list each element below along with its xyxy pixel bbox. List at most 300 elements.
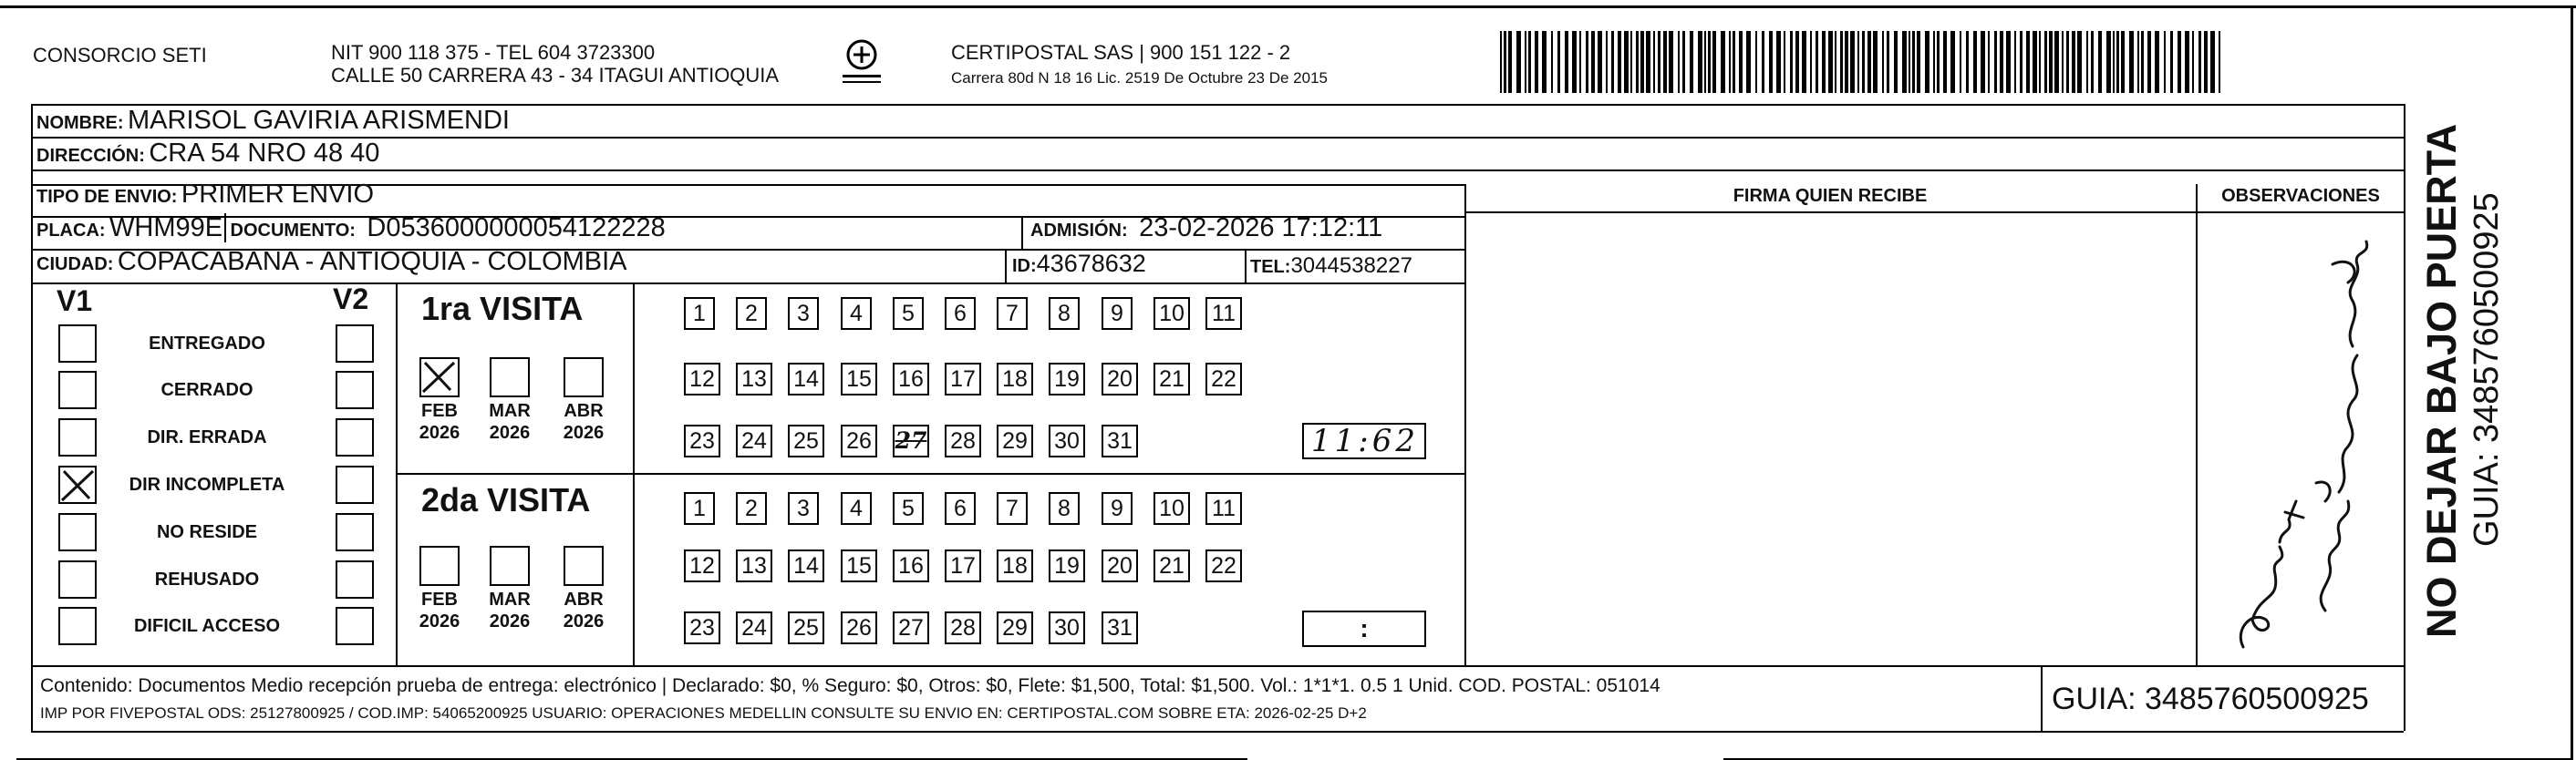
barcode-bar	[1912, 31, 1915, 93]
barcode-bar	[1762, 31, 1764, 93]
day-box[interactable]	[997, 363, 1033, 395]
side-warning: NO DEJAR BAJO PUERTA	[2418, 123, 2465, 638]
barcode-bar	[1867, 31, 1871, 93]
day-box[interactable]	[945, 492, 976, 525]
observaciones-header: OBSERVACIONES	[2221, 186, 2380, 206]
barcode-bar	[1565, 31, 1568, 93]
day-number: 23	[689, 615, 715, 641]
day-number: 27	[898, 615, 924, 641]
day-box[interactable]	[1049, 611, 1085, 644]
day-box[interactable]	[684, 363, 720, 395]
v2-checkbox[interactable]	[336, 466, 374, 504]
footer-line2: IMP POR FIVEPOSTAL ODS: 25127800925 / COD.IMP: 54065200925 USUARIO: OPERACIONES MEDELLIN CONSULTE SU ENVIO EN: CERTIPOSTAL.COM SOBRE ETA: 2026-02-25 D+2	[40, 704, 1367, 722]
barcode-bar	[1981, 31, 1985, 93]
day-number: 9	[1111, 496, 1123, 521]
day-box[interactable]	[841, 297, 872, 330]
barcode-bar	[2054, 31, 2059, 93]
day-box[interactable]	[788, 492, 819, 525]
barcode-bar	[1690, 31, 1693, 93]
status-label: CERRADO	[160, 380, 253, 400]
id-cell	[1012, 250, 1146, 278]
month-year: 2026	[419, 423, 460, 443]
ciudad-value: COPACABANA - ANTIOQUIA - COLOMBIA	[117, 247, 627, 276]
barcode-bar	[1887, 31, 1889, 93]
first-visit-time-box[interactable]	[1302, 423, 1426, 459]
barcode-bar	[1646, 31, 1650, 93]
day-number: 7	[1006, 301, 1019, 326]
second-visit-time: :	[1360, 614, 1369, 642]
ciudad-row	[36, 247, 627, 277]
day-number: 16	[898, 553, 924, 579]
day-number: 28	[950, 428, 976, 454]
placa-label: PLACA:	[36, 221, 106, 241]
barcode-bar	[2039, 31, 2041, 93]
barcode-bar	[2147, 31, 2151, 93]
day-box[interactable]	[841, 492, 872, 525]
barcode-bar	[2098, 31, 2102, 93]
id-label: ID:	[1012, 256, 1037, 276]
day-number: 18	[1002, 366, 1028, 392]
barcode-bar	[2072, 31, 2075, 93]
day-box[interactable]	[736, 549, 772, 582]
tel-value: 3044538227	[1290, 253, 1412, 278]
day-box[interactable]	[788, 363, 824, 395]
barcode-bar	[2066, 31, 2069, 93]
barcode-bar	[1698, 31, 1702, 93]
barcode-bar	[1937, 31, 1940, 93]
barcode-bar	[1712, 31, 1716, 93]
first-visit-time: 11:62	[1311, 423, 1419, 459]
day-number: 8	[1058, 496, 1071, 521]
day-box[interactable]	[1205, 549, 1242, 582]
month-checkbox[interactable]	[490, 357, 530, 397]
day-number: 10	[1159, 301, 1185, 326]
day-number: 3	[797, 496, 810, 521]
barcode-bar	[1746, 31, 1751, 93]
barcode-bar	[1755, 31, 1757, 93]
barcode-bar	[1682, 31, 1685, 93]
barcode-bar	[1845, 31, 1848, 93]
day-number: 5	[902, 496, 915, 521]
day-number: 13	[741, 366, 767, 392]
day-box[interactable]	[997, 549, 1033, 582]
barcode-bar	[2062, 31, 2064, 93]
observation-handwriting	[2225, 228, 2389, 656]
direccion-row	[36, 139, 379, 169]
day-number: 29	[1002, 428, 1028, 454]
direccion-label: DIRECCIÓN:	[36, 146, 145, 166]
day-box[interactable]	[1154, 549, 1190, 582]
day-box[interactable]	[1102, 611, 1138, 644]
barcode-bar	[1557, 31, 1560, 93]
barcode-bar	[1850, 31, 1855, 93]
day-number: 12	[689, 553, 715, 579]
barcode-bar	[1925, 31, 1929, 93]
day-number: 6	[954, 496, 967, 521]
barcode-bar	[2219, 31, 2220, 93]
day-box[interactable]	[1102, 492, 1133, 525]
day-number: 15	[846, 366, 872, 392]
day-box[interactable]	[1205, 363, 1242, 395]
barcode-bar	[2077, 31, 2082, 93]
day-box[interactable]	[736, 611, 772, 644]
barcode-bar	[2192, 31, 2194, 93]
barcode-bar	[1598, 31, 1602, 93]
barcode-bar	[1790, 31, 1793, 93]
barcode-bar	[2026, 31, 2030, 93]
barcode	[1500, 31, 2225, 93]
day-box[interactable]	[736, 363, 772, 395]
firma-header: FIRMA QUIEN RECIBE	[1733, 186, 1928, 206]
day-number: 9	[1111, 301, 1123, 326]
v1-checkbox[interactable]	[58, 560, 97, 599]
day-box[interactable]	[1154, 363, 1190, 395]
barcode-bar	[2178, 31, 2181, 93]
barcode-bar	[1669, 31, 1673, 93]
month-checkbox[interactable]	[419, 357, 460, 397]
day-box[interactable]	[684, 297, 715, 330]
day-box[interactable]	[1205, 297, 1242, 330]
barcode-bar	[2020, 31, 2023, 93]
nombre-row	[36, 106, 510, 136]
day-box[interactable]	[684, 492, 715, 525]
barcode-bar	[1840, 31, 1843, 93]
tipo-envio-label: TIPO DE ENVIO:	[36, 187, 178, 207]
v1-checkbox[interactable]	[58, 607, 97, 645]
day-box[interactable]	[841, 549, 877, 582]
day-number: 7	[1006, 496, 1019, 521]
day-number: 26	[846, 615, 872, 641]
barcode-bar	[2164, 31, 2166, 93]
day-number: 12	[689, 366, 715, 392]
barcode-bar	[1810, 31, 1812, 93]
month-year: 2026	[563, 611, 605, 632]
barcode-bar	[1508, 31, 1512, 93]
barcode-bar	[1591, 31, 1595, 93]
barcode-bar	[1636, 31, 1639, 93]
barcode-bar	[1618, 31, 1621, 93]
v2-checkbox[interactable]	[336, 607, 374, 645]
month-label: ABR	[564, 401, 604, 421]
day-box[interactable]	[997, 492, 1028, 525]
day-box[interactable]	[1154, 492, 1190, 525]
day-box[interactable]	[736, 297, 767, 330]
carrier-name: CERTIPOSTAL SAS | 900 151 122 - 2	[951, 41, 1291, 64]
barcode-bar	[1795, 31, 1799, 93]
day-box[interactable]	[945, 363, 981, 395]
day-number: 24	[741, 615, 767, 641]
day-number: 23	[689, 428, 715, 454]
day-box[interactable]	[684, 549, 720, 582]
barcode-bar	[2086, 31, 2088, 93]
month-checkbox[interactable]	[419, 546, 460, 586]
day-number: 26	[846, 428, 872, 454]
day-box[interactable]	[945, 425, 981, 457]
day-number: 31	[1107, 615, 1133, 641]
barcode-bar	[1678, 31, 1680, 93]
day-box[interactable]	[1102, 549, 1138, 582]
barcode-bar	[1933, 31, 1935, 93]
placa-row	[36, 213, 666, 243]
day-box[interactable]	[684, 611, 720, 644]
barcode-bar	[1729, 31, 1731, 93]
tel-cell	[1250, 253, 1412, 279]
documento-value: D0536000000054122228	[367, 213, 666, 242]
barcode-bar	[2014, 31, 2016, 93]
day-number: 4	[850, 301, 863, 326]
month-year: 2026	[489, 423, 531, 443]
barcode-bar	[2198, 31, 2201, 93]
barcode-bar	[2033, 31, 2037, 93]
tipo-envio-row	[36, 180, 374, 212]
barcode-bar	[1504, 31, 1506, 93]
barcode-bar	[1994, 31, 1997, 93]
day-number: 25	[793, 428, 819, 454]
month-label: FEB	[421, 590, 458, 610]
day-box[interactable]	[1049, 549, 1085, 582]
day-number: 2	[745, 496, 758, 521]
day-box[interactable]	[997, 297, 1028, 330]
month-year: 2026	[489, 611, 531, 632]
company-address: CALLE 50 CARRERA 43 - 34 ITAGUI ANTIOQUIA	[331, 64, 780, 87]
v1-checkbox[interactable]	[58, 513, 97, 551]
day-box[interactable]	[841, 363, 877, 395]
admision-cell	[1030, 213, 1382, 243]
first-visit-title: 1ra VISITA	[421, 290, 584, 327]
barcode-bar	[2210, 31, 2215, 93]
day-number: 27	[895, 427, 927, 454]
day-box[interactable]	[1049, 363, 1085, 395]
day-box[interactable]	[736, 492, 767, 525]
day-box[interactable]	[945, 611, 981, 644]
day-box[interactable]	[684, 425, 720, 457]
barcode-bar	[2155, 31, 2159, 93]
day-number: 8	[1058, 301, 1071, 326]
barcode-bar	[1966, 31, 1969, 93]
month-checkbox[interactable]	[564, 357, 604, 397]
v2-checkbox[interactable]	[336, 513, 374, 551]
month-year: 2026	[419, 611, 460, 632]
month-label: ABR	[564, 590, 604, 610]
barcode-bar	[1822, 31, 1826, 93]
barcode-bar	[1733, 31, 1735, 93]
barcode-bar	[1542, 31, 1547, 93]
barcode-bar	[1663, 31, 1667, 93]
barcode-bar	[1528, 31, 1531, 93]
day-box[interactable]	[1049, 425, 1085, 457]
barcode-bar	[1721, 31, 1725, 93]
footer-line1: Contenido: Documentos Medio recepción prueba de entrega: electrónico | Declarado: $0, % Seguro: $0, Otros: $0, Flete: $1,500, Total: $1,500. Vol.: 1*1*1. 0.5 1 Unid. COD. POSTAL: 051014	[40, 675, 1660, 696]
month-label: FEB	[421, 401, 458, 421]
barcode-bar	[2049, 31, 2053, 93]
day-box[interactable]	[841, 611, 877, 644]
day-number: 1	[693, 496, 706, 521]
status-label: DIR INCOMPLETA	[129, 475, 285, 495]
v2-checkbox[interactable]	[336, 324, 374, 363]
barcode-bar	[2121, 31, 2125, 93]
documento-label: DOCUMENTO:	[230, 221, 356, 241]
day-box[interactable]	[945, 297, 976, 330]
day-number: 14	[793, 553, 819, 579]
day-box[interactable]	[997, 611, 1033, 644]
day-number: 25	[793, 615, 819, 641]
v1-checkbox[interactable]	[58, 371, 97, 409]
month-label: MAR	[489, 590, 531, 610]
day-box[interactable]	[893, 611, 929, 644]
day-box[interactable]	[945, 549, 981, 582]
barcode-bar	[1917, 31, 1920, 93]
day-box[interactable]	[1102, 297, 1133, 330]
day-number: 20	[1107, 366, 1133, 392]
v1-checkbox[interactable]	[58, 324, 97, 363]
day-number: 21	[1159, 553, 1185, 579]
month-label: MAR	[489, 401, 531, 421]
barcode-bar	[1784, 31, 1785, 93]
v1-label: V1	[57, 284, 93, 317]
day-number: 19	[1054, 553, 1080, 579]
barcode-bar	[1704, 31, 1706, 93]
day-number: 30	[1054, 615, 1080, 641]
barcode-bar	[1902, 31, 1907, 93]
second-visit-title: 2da VISITA	[421, 481, 591, 519]
day-number: 22	[1211, 366, 1236, 392]
status-label: REHUSADO	[154, 570, 260, 590]
day-number: 30	[1054, 428, 1080, 454]
v1-checkbox[interactable]	[58, 466, 97, 504]
side-guia: GUIA: 3485760500925	[2467, 192, 2506, 547]
day-box[interactable]	[1102, 363, 1138, 395]
day-box[interactable]	[788, 297, 819, 330]
day-number: 5	[902, 301, 915, 326]
barcode-bar	[1960, 31, 1961, 93]
day-box[interactable]	[788, 549, 824, 582]
barcode-bar	[1894, 31, 1898, 93]
day-number: 24	[741, 428, 767, 454]
barcode-bar	[2204, 31, 2208, 93]
barcode-bar	[1658, 31, 1660, 93]
barcode-bar	[1525, 31, 1526, 93]
day-box[interactable]	[997, 425, 1033, 457]
status-label: DIR. ERRADA	[147, 427, 267, 447]
tipo-envio-value: PRIMER ENVIO	[181, 180, 375, 209]
day-box[interactable]	[841, 425, 877, 457]
barcode-bar	[1586, 31, 1588, 93]
day-box[interactable]	[1049, 297, 1080, 330]
day-number: 10	[1159, 496, 1185, 521]
day-number: 31	[1107, 428, 1133, 454]
v2-checkbox[interactable]	[336, 371, 374, 409]
day-box[interactable]	[893, 549, 929, 582]
status-label: ENTREGADO	[149, 334, 265, 354]
barcode-bar	[1802, 31, 1806, 93]
day-number: 18	[1002, 553, 1028, 579]
v1-checkbox[interactable]	[58, 418, 97, 457]
day-number: 19	[1054, 366, 1080, 392]
day-box[interactable]	[893, 363, 929, 395]
barcode-bar	[1653, 31, 1655, 93]
nombre-value: MARISOL GAVIRIA ARISMENDI	[128, 106, 510, 135]
barcode-bar	[2113, 31, 2115, 93]
day-number: 2	[745, 301, 758, 326]
v2-checkbox[interactable]	[336, 560, 374, 599]
company-nit: NIT 900 118 375 - TEL 604 3723300	[331, 41, 656, 64]
day-number: 6	[954, 301, 967, 326]
day-box[interactable]	[893, 425, 929, 457]
v2-checkbox[interactable]	[336, 418, 374, 457]
barcode-bar	[2106, 31, 2111, 93]
company-name: CONSORCIO SETI	[33, 44, 207, 67]
day-number: 11	[1212, 301, 1236, 326]
barcode-bar	[1640, 31, 1644, 93]
barcode-bar	[2000, 31, 2003, 93]
day-box[interactable]	[893, 492, 924, 525]
day-number: 16	[898, 366, 924, 392]
barcode-bar	[2170, 31, 2173, 93]
barcode-bar	[2141, 31, 2144, 93]
barcode-bar	[2044, 31, 2047, 93]
day-number: 17	[950, 553, 976, 579]
barcode-bar	[1828, 31, 1833, 93]
top-border	[0, 5, 2576, 8]
certipostal-logo	[835, 36, 888, 91]
day-number: 14	[793, 366, 819, 392]
day-box[interactable]	[788, 611, 824, 644]
status-label: NO RESIDE	[156, 522, 258, 542]
month-checkbox[interactable]	[564, 546, 604, 586]
placa-value: WHM99E	[109, 213, 226, 242]
barcode-bar	[2116, 31, 2119, 93]
month-year: 2026	[563, 423, 605, 443]
barcode-bar	[1873, 31, 1878, 93]
barcode-bar	[1624, 31, 1629, 93]
day-box[interactable]	[1205, 492, 1242, 525]
barcode-bar	[1988, 31, 1990, 93]
day-box[interactable]	[1154, 297, 1190, 330]
barcode-bar	[1579, 31, 1581, 93]
barcode-bar	[1500, 31, 1502, 93]
day-number: 11	[1212, 496, 1236, 521]
barcode-bar	[1630, 31, 1632, 93]
day-number: 29	[1002, 615, 1028, 641]
day-box[interactable]	[736, 425, 772, 457]
day-box[interactable]	[1049, 492, 1080, 525]
barcode-bar	[2137, 31, 2139, 93]
barcode-bar	[2006, 31, 2011, 93]
barcode-bar	[2091, 31, 2094, 93]
barcode-bar	[2185, 31, 2189, 93]
day-number: 13	[741, 553, 767, 579]
month-checkbox[interactable]	[490, 546, 530, 586]
admision-value: 23-02-2026 17:12:11	[1139, 213, 1383, 242]
barcode-bar	[1909, 31, 1910, 93]
barcode-bar	[1816, 31, 1818, 93]
tel-label: TEL:	[1250, 257, 1291, 277]
barcode-bar	[1769, 31, 1773, 93]
day-number: 28	[950, 615, 976, 641]
admision-label: ADMISIÓN:	[1030, 221, 1128, 241]
day-box[interactable]	[788, 425, 824, 457]
barcode-bar	[1776, 31, 1781, 93]
day-number: 21	[1159, 366, 1185, 392]
nombre-label: NOMBRE:	[36, 113, 124, 133]
ciudad-label: CIUDAD:	[36, 254, 114, 274]
second-visit-time-box[interactable]	[1302, 611, 1426, 647]
v2-label: V2	[333, 282, 369, 315]
barcode-bar	[1943, 31, 1947, 93]
day-box[interactable]	[1102, 425, 1138, 457]
day-box[interactable]	[893, 297, 924, 330]
day-number: 22	[1211, 553, 1236, 579]
